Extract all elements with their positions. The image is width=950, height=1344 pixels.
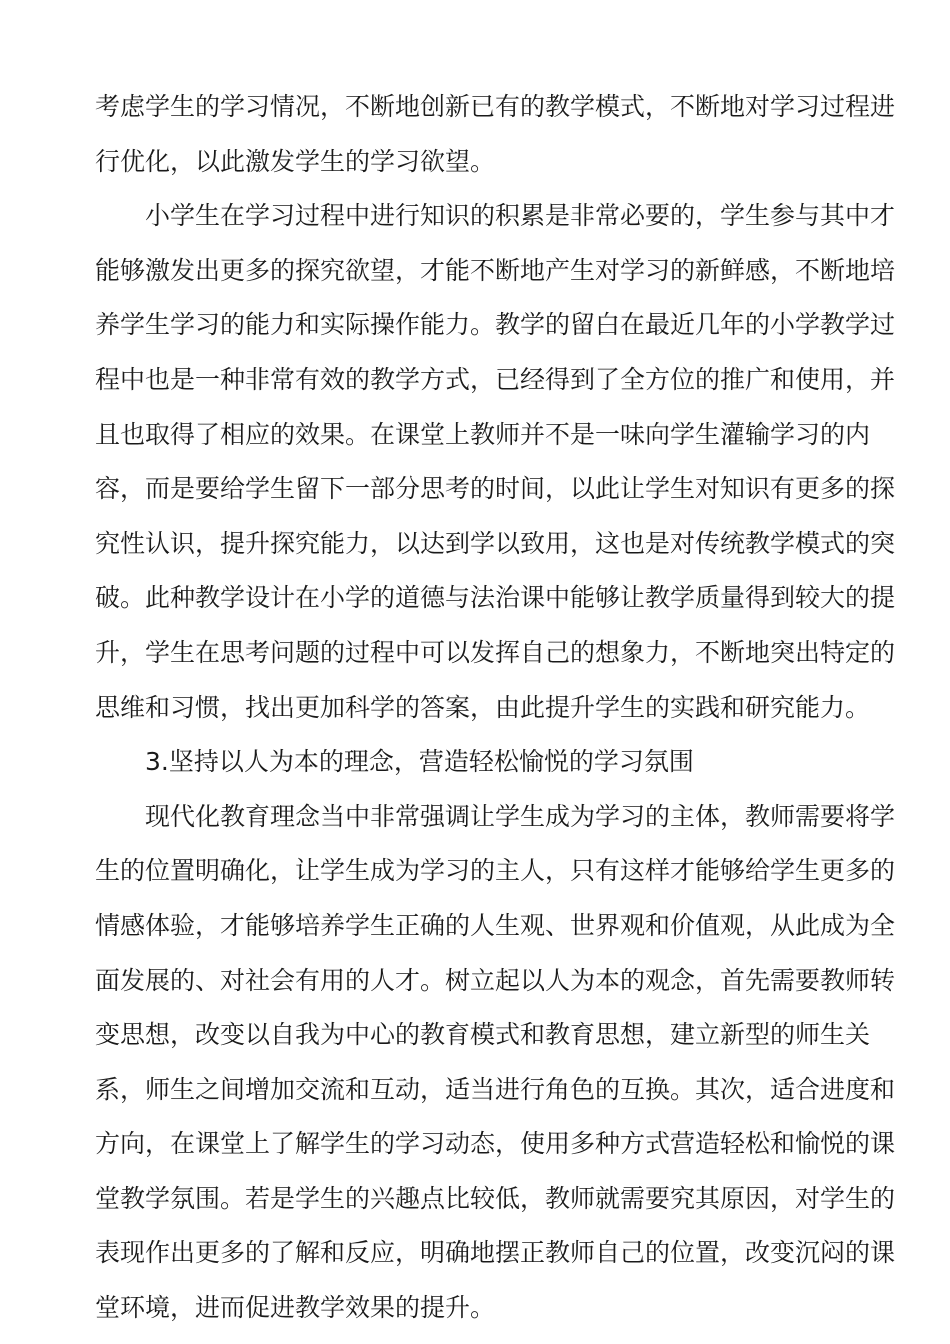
- text-line: 生的位置明确化，让学生成为学习的主人，只有这样才能够给学生更多的: [95, 856, 896, 886]
- text-line: 考虑学生的学习情况，不断地创新已有的教学模式，不断地对学习过程进: [95, 92, 896, 121]
- section-heading-text: 3.坚持以人为本的理念，营造轻松愉悦的学习氛围: [145, 747, 694, 777]
- text-line: 容，而是要给学生留下一部分思考的时间，以此让学生对知识有更多的探: [95, 474, 896, 504]
- text-line: 能够激发出更多的探究欲望，才能不断地产生对学习的新鲜感，不断地培: [95, 255, 896, 285]
- text-line: 系，师生之间增加交流和互动，适当进行角色的互换。其次，适合进度和: [95, 1074, 896, 1104]
- text-line: 情感体验，才能够培养学生正确的人生观、世界观和价值观，从此成为全: [95, 910, 896, 940]
- text-line: 破。此种教学设计在小学的道德与法治课中能够让教学质量得到较大的提: [95, 583, 896, 613]
- text-line: 堂环境，进而促进教学效果的提升。: [95, 1293, 496, 1323]
- text-line: 升，学生在思考问题的过程中可以发挥自己的想象力，不断地突出特定的: [95, 637, 896, 667]
- text-line: 方向，在课堂上了解学生的学习动态，使用多种方式营造轻松和愉悦的课: [95, 1129, 896, 1159]
- paragraph-3: [95, 790, 896, 1336]
- section-heading: [95, 735, 857, 790]
- text-line: 思维和习惯，找出更加科学的答案，由此提升学生的实践和研究能力。: [95, 692, 871, 722]
- paragraph-2: [95, 189, 896, 735]
- text-line: 究性认识，提升探究能力，以达到学以致用，这也是对传统教学模式的突: [95, 528, 896, 558]
- text-line: 面发展的、对社会有用的人才。树立起以人为本的观念，首先需要教师转: [95, 965, 896, 995]
- text-line: 堂教学氛围。若是学生的兴趣点比较低，教师就需要究其原因，对学生的: [95, 1183, 896, 1213]
- text-line: 变思想，改变以自我为中心的教育模式和教育思想，建立新型的师生关: [95, 1020, 871, 1050]
- text-line: 现代化教育理念当中非常强调让学生成为学习的主体，教师需要将学: [145, 801, 896, 831]
- paragraph-1: [95, 80, 896, 189]
- text-line: 养学生学习的能力和实际操作能力。教学的留白在最近几年的小学教学过: [95, 310, 896, 340]
- text-line: 且也取得了相应的效果。在课堂上教师并不是一味向学生灌输学习的内: [95, 419, 871, 449]
- text-line: 小学生在学习过程中进行知识的积累是非常必要的，学生参与其中才: [145, 201, 896, 231]
- text-line: 行优化，以此激发学生的学习欲望。: [95, 146, 496, 176]
- document-page: [95, 80, 896, 1336]
- text-line: 表现作出更多的了解和反应，明确地摆正教师自己的位置，改变沉闷的课: [95, 1238, 896, 1268]
- text-line: 程中也是一种非常有效的教学方式，已经得到了全方位的推广和使用，并: [95, 364, 896, 394]
